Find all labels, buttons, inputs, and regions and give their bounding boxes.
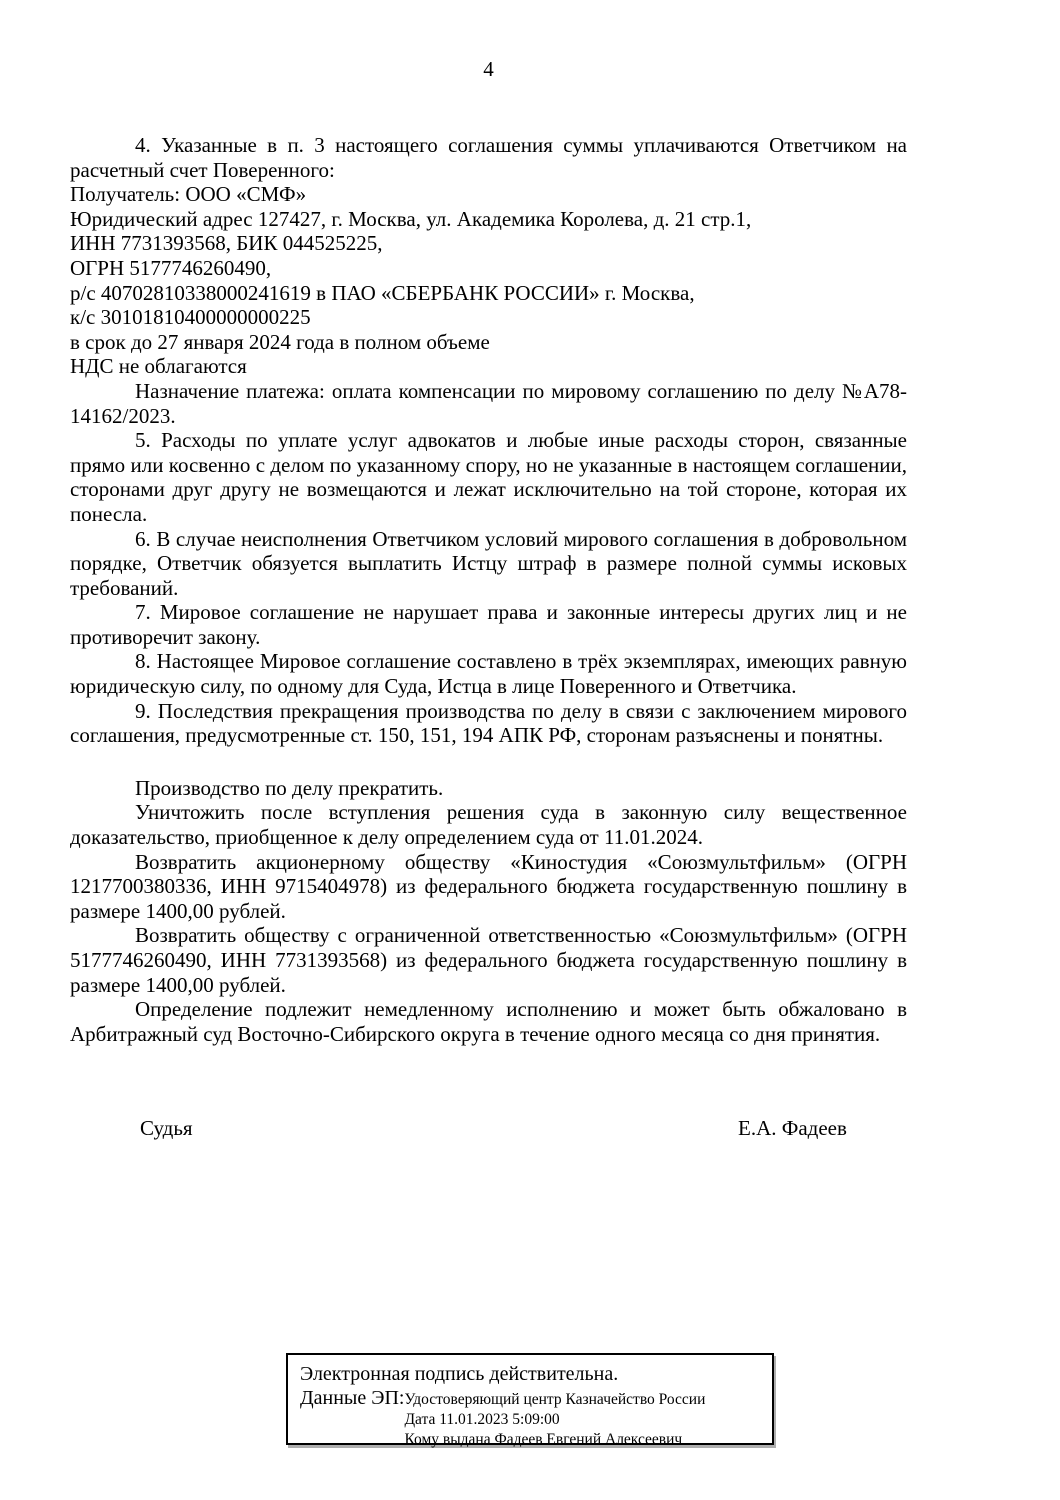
judge-name: Е.А. Фадеев xyxy=(738,1116,847,1140)
paragraph-6-penalty: 6. В случае неисполнения Ответчиком условий мирового соглашения в добровольном порядке, Ответчик обязуется выплатить Истцу штраф в размере полной суммы исковых требований. xyxy=(70,526,907,600)
stamp-validity-line: Электронная подпись действительна. xyxy=(300,1363,619,1385)
stamp-date: Дата 11.01.2023 5:09:00 xyxy=(404,1411,560,1428)
line-recipient: Получатель: ООО «СМФ» xyxy=(70,182,307,207)
line-settlement-account: р/с 40702810338000241619 в ПАО «СБЕРБАНК РОССИИ» г. Москва, xyxy=(70,280,695,305)
stamp-certifying-center: Удостоверяющий центр Казначейство России xyxy=(404,1391,706,1408)
page-number: 4 xyxy=(483,57,494,81)
paragraph-payment-purpose: Назначение платежа: оплата компенсации по мировому соглашению по делу №А78-14162/2023. xyxy=(70,378,907,428)
judge-label: Судья xyxy=(140,1116,193,1140)
stamp-issued-to: Кому выдана Фадеев Евгений Алексеевич xyxy=(404,1431,683,1448)
line-ogrn: ОГРН 5177746260490, xyxy=(70,255,272,280)
line-corr-account: к/с 30101810400000000225 xyxy=(70,305,311,330)
line-vat: НДС не облагаются xyxy=(70,354,247,379)
stamp-details xyxy=(404,1386,705,1450)
paragraph-7-lawful: 7. Мировое соглашение не нарушает права и законные интересы других лиц и не противоречит закону. xyxy=(70,600,907,649)
paragraph-9-consequences: 9. Последствия прекращения производства по делу в связи с заключением мирового соглашения, предусмотренные ст. 150, 151, 194 АПК РФ, сторонам разъяснены и понятны. xyxy=(70,698,907,748)
line-deadline: в срок до 27 января 2024 года в полном объеме xyxy=(70,329,490,354)
line-inn-bik: ИНН 7731393568, БИК 044525225, xyxy=(70,231,383,256)
document-body xyxy=(70,133,907,1046)
paragraph-8-copies: 8. Настоящее Мировое соглашение составлено в трёх экземплярах, имеющих равную юридическую силу, по одному для Суда, Истца в лице Поверенного и Ответчика. xyxy=(70,649,907,699)
paragraph-terminate-proceedings: Производство по делу прекратить. xyxy=(135,775,444,800)
paragraph-payment-terms: 4. Указанные в п. 3 настоящего соглашения суммы уплачиваются Ответчиком на расчетный счет Поверенного: xyxy=(70,133,907,182)
paragraph-refund-jsc: Возвратить акционерному обществу «Киностудия «Союзмультфильм» (ОГРН 1217700380336, ИНН 9715404978) из федерального бюджета государственную пошлину в размере 1400,00 рублей. xyxy=(70,849,907,923)
line-legal-address: Юридический адрес 127427, г. Москва, ул. Академика Королева, д. 21 стр.1, xyxy=(70,206,752,231)
paragraph-destroy-evidence: Уничтожить после вступления решения суда в законную силу вещественное доказательство, приобщенное к делу определением суда от 11.01.2024. xyxy=(70,800,907,850)
paragraph-appeal: Определение подлежит немедленному исполнению и может быть обжаловано в Арбитражный суд Восточно-Сибирского округа в течение одного месяца со дня принятия. xyxy=(70,997,907,1046)
electronic-signature-stamp xyxy=(286,1353,774,1448)
stamp-data-label: Данные ЭП: xyxy=(300,1387,405,1409)
paragraph-5-expenses: 5. Расходы по уплате услуг адвокатов и любые иные расходы сторон, связанные прямо или косвенно с делом по указанному спору, но не указанные в настоящем соглашении, сторонами друг другу не возмещаются и лежат исключительно на той стороне, которая их понесла. xyxy=(70,428,907,526)
paragraph-refund-llc: Возвратить обществу с ограниченной ответственностью «Союзмультфильм» (ОГРН 5177746260490, ИНН 7731393568) из федерального бюджета государственную пошлину в размере 1400,00 рублей. xyxy=(70,923,907,997)
stamp-data-row xyxy=(300,1386,762,1450)
